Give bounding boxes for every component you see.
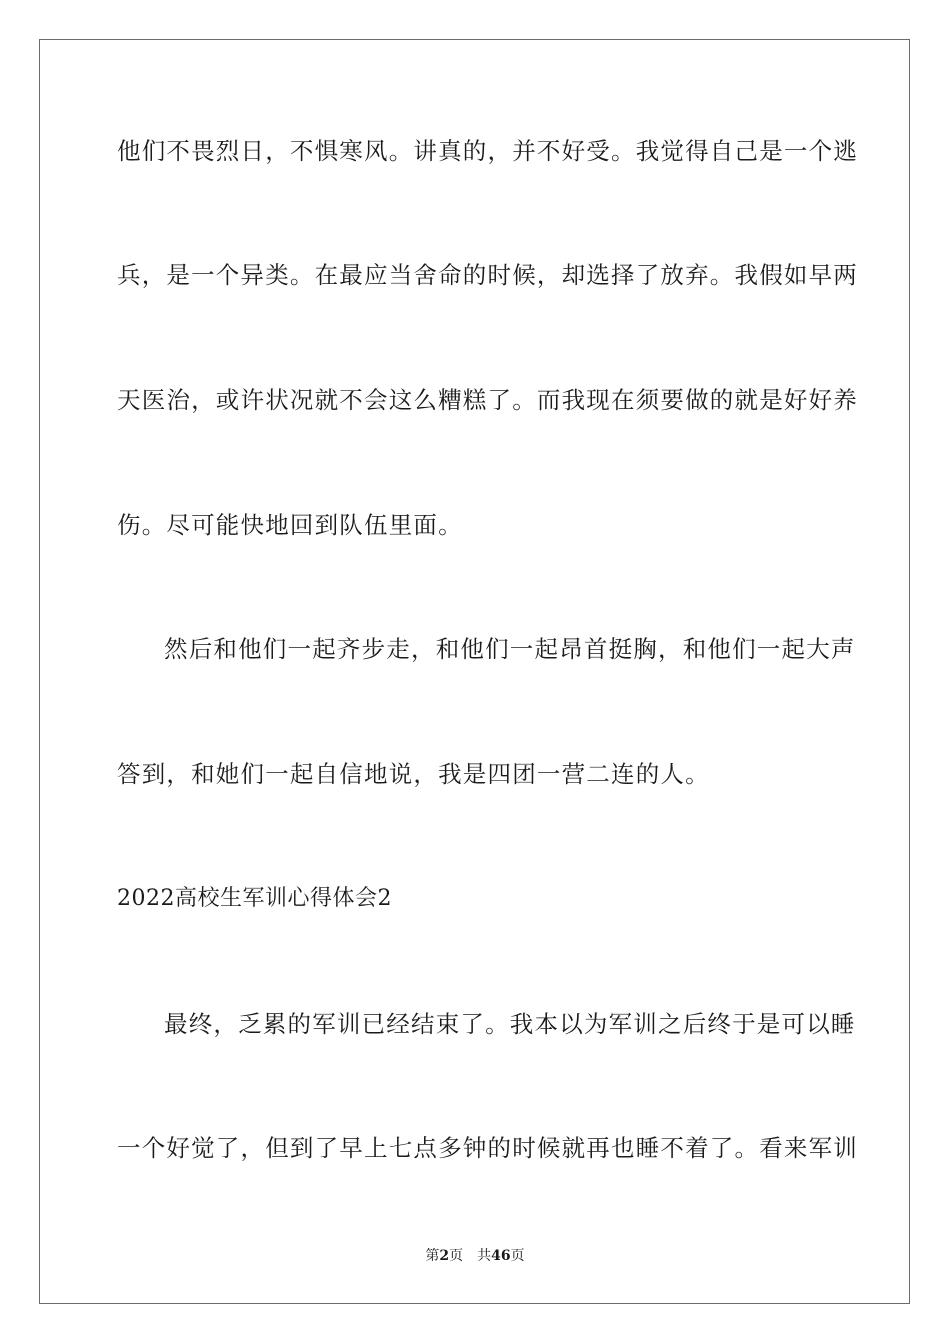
body-text-line: 天医治，或许状况就不会这么糟糕了。而我现在须要做的就是好好养 — [117, 386, 858, 414]
total-pages: 46 — [491, 1248, 511, 1264]
page-border — [39, 39, 910, 1304]
page-number: 2 — [439, 1248, 450, 1264]
body-text-line: 答到，和她们一起自信地说，我是四团一营二连的人。 — [117, 760, 710, 788]
body-text-line: 一个好觉了，但到了早上七点多钟的时候就再也睡不着了。看来军训 — [117, 1134, 858, 1162]
body-text-line: 伤。尽可能快地回到队伍里面。 — [117, 511, 463, 539]
paragraph-start-line: 最终，乏累的军训已经结束了。我本以为军训之后终于是可以睡 — [164, 1010, 856, 1038]
page-footer — [0, 1247, 950, 1265]
body-text-line: 兵，是一个异类。在最应当舍命的时候，却选择了放弃。我假如早两 — [117, 261, 858, 289]
total-label-suffix: 页 — [510, 1248, 525, 1264]
section-heading: 2022高校生军训心得体会2 — [117, 886, 392, 911]
body-text-line: 他们不畏烈日，不惧寒风。讲真的，并不好受。我觉得自己是一个逃 — [117, 137, 858, 165]
total-label-prefix: 共 — [477, 1248, 492, 1264]
page-label-prefix: 第 — [425, 1248, 440, 1264]
paragraph-start-line: 然后和他们一起齐步走，和他们一起昂首挺胸，和他们一起大声 — [164, 635, 856, 663]
page-label-suffix: 页 — [449, 1248, 464, 1264]
